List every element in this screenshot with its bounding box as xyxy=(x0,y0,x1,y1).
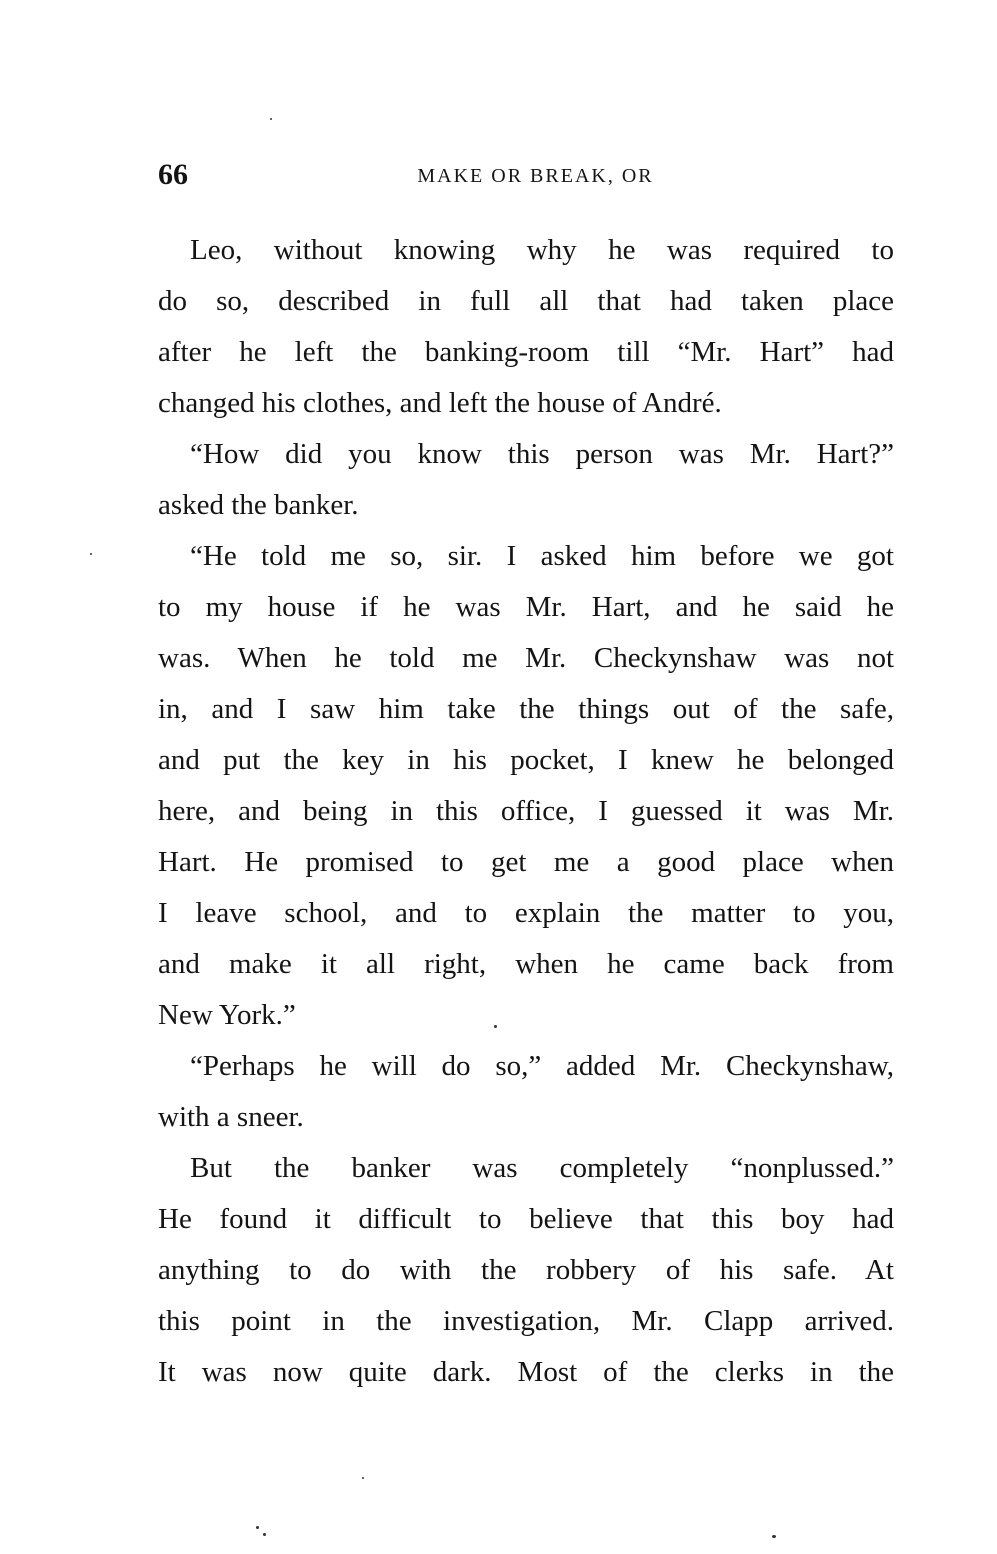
text-line: He found it difficult to believe that this boy had xyxy=(158,1203,894,1235)
text-line: “Perhaps he will do so,” added Mr. Checkynshaw, xyxy=(190,1050,894,1082)
scan-speck xyxy=(772,1535,776,1538)
text-line: New York.” xyxy=(158,999,296,1031)
text-line: after he left the banking-room till “Mr. Hart” had xyxy=(158,336,894,368)
text-line: “How did you know this person was Mr. Hart?” xyxy=(190,438,894,470)
text-line: this point in the investigation, Mr. Clapp arrived. xyxy=(158,1305,894,1337)
text-line: with a sneer. xyxy=(158,1101,304,1133)
text-line: and put the key in his pocket, I knew he belonged xyxy=(158,744,894,776)
text-line: to my house if he was Mr. Hart, and he said he xyxy=(158,591,894,623)
text-line: was. When he told me Mr. Checkynshaw was not xyxy=(158,642,894,674)
text-line: Hart. He promised to get me a good place when xyxy=(158,846,894,878)
scan-speck xyxy=(263,1533,266,1536)
text-line: Leo, without knowing why he was required to xyxy=(190,234,894,266)
scan-speck xyxy=(362,1477,364,1479)
text-line: I leave school, and to explain the matter to you, xyxy=(158,897,894,929)
text-line: in, and I saw him take the things out of the safe, xyxy=(158,693,894,725)
text-line: do so, described in full all that had taken place xyxy=(158,285,894,317)
text-line: changed his clothes, and left the house of André. xyxy=(158,387,722,419)
text-line: and make it all right, when he came back from xyxy=(158,948,894,980)
text-line: “He told me so, sir. I asked him before we got xyxy=(190,540,894,572)
scan-speck xyxy=(270,118,272,120)
text-line: It was now quite dark. Most of the clerks in the xyxy=(158,1356,894,1388)
text-line: here, and being in this office, I guessed it was Mr. xyxy=(158,795,894,827)
page-number: 66 xyxy=(158,158,188,191)
scan-speck xyxy=(90,553,92,555)
running-title: MAKE OR BREAK, OR xyxy=(417,165,654,187)
text-line: asked the banker. xyxy=(158,489,359,521)
scan-speck xyxy=(256,1526,259,1529)
text-line: anything to do with the robbery of his safe. At xyxy=(158,1254,894,1286)
body-text xyxy=(158,225,894,1398)
scan-speck xyxy=(494,1025,497,1028)
page-header xyxy=(158,158,893,194)
text-line: But the banker was completely “nonplussed.” xyxy=(190,1152,894,1184)
